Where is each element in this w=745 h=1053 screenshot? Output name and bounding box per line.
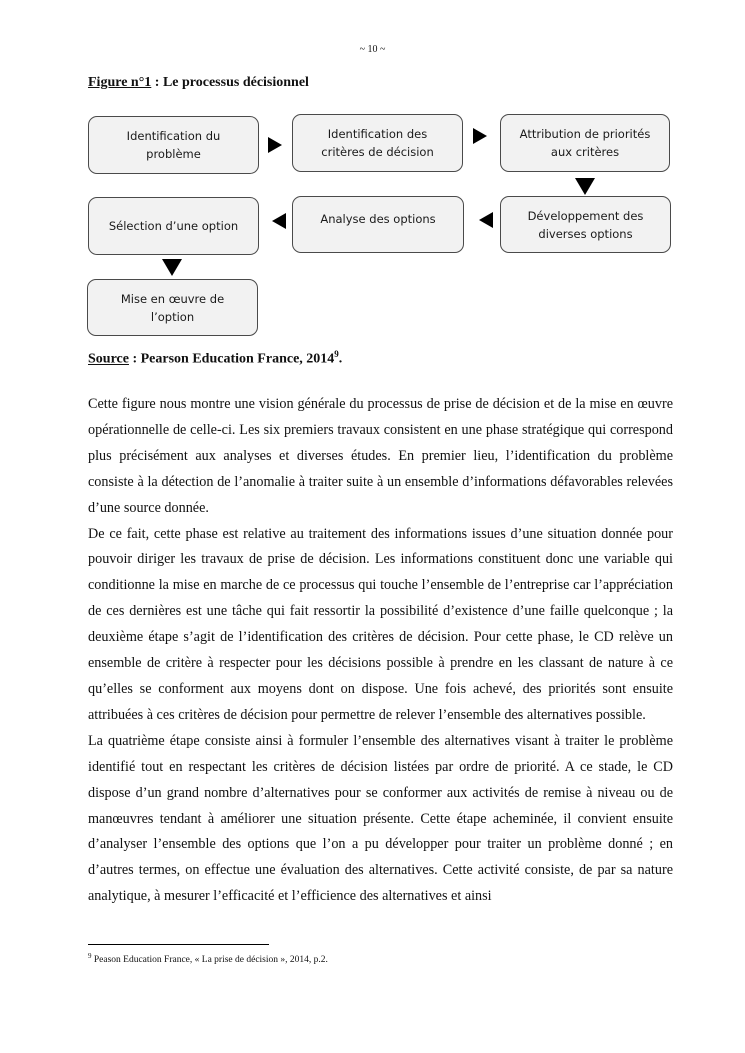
source-text: : Pearson Education France, 2014	[128, 351, 335, 367]
figure-label: Figure n°1	[88, 75, 152, 90]
step-analyse-options: Analyse des options	[292, 196, 464, 253]
footnote-text: Peason Education France, « La prise de décision », 2014, p.2.	[91, 955, 328, 966]
arrow-down-icon	[575, 178, 595, 195]
footnote-ref: 9	[334, 349, 339, 359]
figure-title	[88, 75, 309, 91]
arrow-right-icon	[473, 128, 487, 144]
footnote	[88, 952, 328, 965]
arrow-left-icon	[479, 212, 493, 228]
source-label: Source	[88, 351, 129, 367]
paragraph: Cette figure nous montre une vision générale du processus de prise de décision et de la mise en œuvre opérationnelle de celle-ci. Les six premiers travaux consistent en une phase stratégique qui correspond plus précisément aux analyses et diverses études. En premier lieu, l’identification du problème consiste à la détection de l’anomalie à traiter suite à un ensemble d’informations défavorables relevées d’une source donnée.	[88, 396, 673, 516]
arrow-left-icon	[272, 213, 286, 229]
arrow-right-icon	[268, 137, 282, 153]
arrow-down-icon	[162, 259, 182, 276]
source-end: .	[338, 351, 343, 367]
step-selection-option: Sélection d’une option	[88, 197, 259, 255]
body-text	[88, 392, 673, 910]
step-identification-criteres: Identification des critères de décision	[292, 114, 463, 172]
step-attribution-priorites: Attribution de priorités aux critères	[500, 114, 670, 172]
paragraph: De ce fait, cette phase est relative au traitement des informations issues d’une situation donnée pour pouvoir diriger les travaux de prise de décision. Les informations constituent donc une variable qui conditionne la mise en marche de ce processus qui touche l’ensemble de l’entreprise car l’appréciation de ces dernières est une tâche qui fait ressortir la possibilité d’existence d’une faille quelconque ; la deuxième étape s’agit de l’identification des critères de décision. Pour cette phase, le CD relève un ensemble de critère à respecter pour les décisions possible à prendre en les classant de nature à ce qu’elles se conforment aux moyens dont on dispose. Une fois achevé, des priorités sont ensuite attribuées à ces critères de décision pour permettre de relever l’ensemble des alternatives possible.	[88, 525, 673, 723]
page-number: ~ 10 ~	[359, 44, 386, 55]
footnote-divider	[88, 944, 269, 945]
step-mise-en-oeuvre: Mise en œuvre de l’option	[87, 279, 258, 336]
footnote-number: 9	[88, 952, 92, 960]
step-developpement-options: Développement des diverses options	[500, 196, 671, 253]
figure-source	[88, 349, 342, 368]
figure-caption: : Le processus décisionnel	[151, 75, 309, 90]
paragraph: La quatrième étape consiste ainsi à formuler l’ensemble des alternatives visant à traiter le problème identifié tout en respectant les critères de décision listées par ordre de priorité. A ce stade, le CD dispose d’un grand nombre d’alternatives pour se conformer aux activités de remise à niveau ou de manœuvres tendant à améliorer une situation présente. Cette étape acheminée, il convient ensuite d’analyser l’ensemble des options que l’on a pu développer pour traiter un problème donné ; en d’autres termes, on effectue une évaluation des alternatives. Cette activité consiste, de par sa nature analytique, à mesurer l’efficacité et l’efficience des alternatives et ainsi	[88, 732, 673, 905]
step-identification-probleme: Identification du problème	[88, 116, 259, 174]
